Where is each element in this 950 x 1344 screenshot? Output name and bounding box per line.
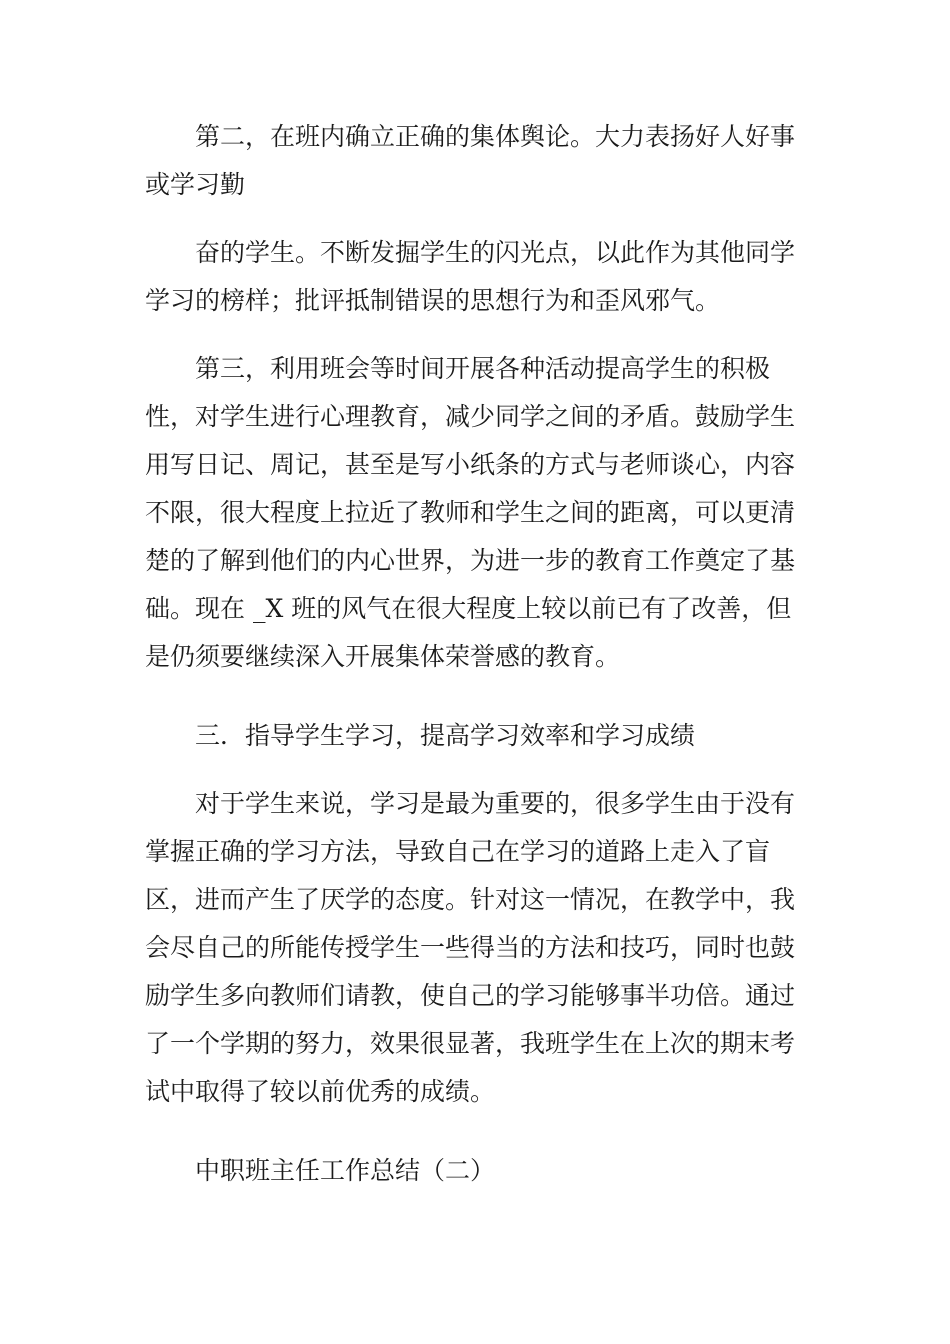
- paragraph-collective-opinion-2: 奋的学生。不断发掘学生的闪光点，以此作为其他同学学习的榜样；批评抵制错误的思想行为和歪风邪气。: [145, 238, 796, 315]
- paragraph-class-meeting: 第三，利用班会等时间开展各种活动提高学生的积极性，对学生进行心理教育，减少同学之间的矛盾。鼓励学生用写日记、周记，甚至是写小纸条的方式与老师谈心，内容不限，很大程度上拉近了教师和学生之间的距离，可以更清楚的了解到他们的内心世界，为进一步的教育工作奠定了基础。现在 _X 班的风气在很大程度上较以前已有了改善，但是仍须要继续深入开展集体荣誉感的教育。: [145, 354, 796, 671]
- section-heading-study-guidance: 三．指导学生学习，提高学习效率和学习成绩: [145, 721, 696, 750]
- paragraph-study-methods: 对于学生来说，学习是最为重要的，很多学生由于没有掌握正确的学习方法，导致自己在学习的道路上走入了盲区，进而产生了厌学的态度。针对这一情况，在教学中，我会尽自己的所能传授学生一些得当的方法和技巧，同时也鼓励学生多向教师们请教，使自己的学习能够事半功倍。通过了一个学期的努力，效果很显著，我班学生在上次的期末考试中取得了较以前优秀的成绩。: [145, 789, 796, 1106]
- section-heading-summary-two: 中职班主任工作总结（二）: [145, 1156, 496, 1185]
- paragraph-collective-opinion-1: 第二，在班内确立正确的集体舆论。大力表扬好人好事或学习勤: [145, 122, 796, 199]
